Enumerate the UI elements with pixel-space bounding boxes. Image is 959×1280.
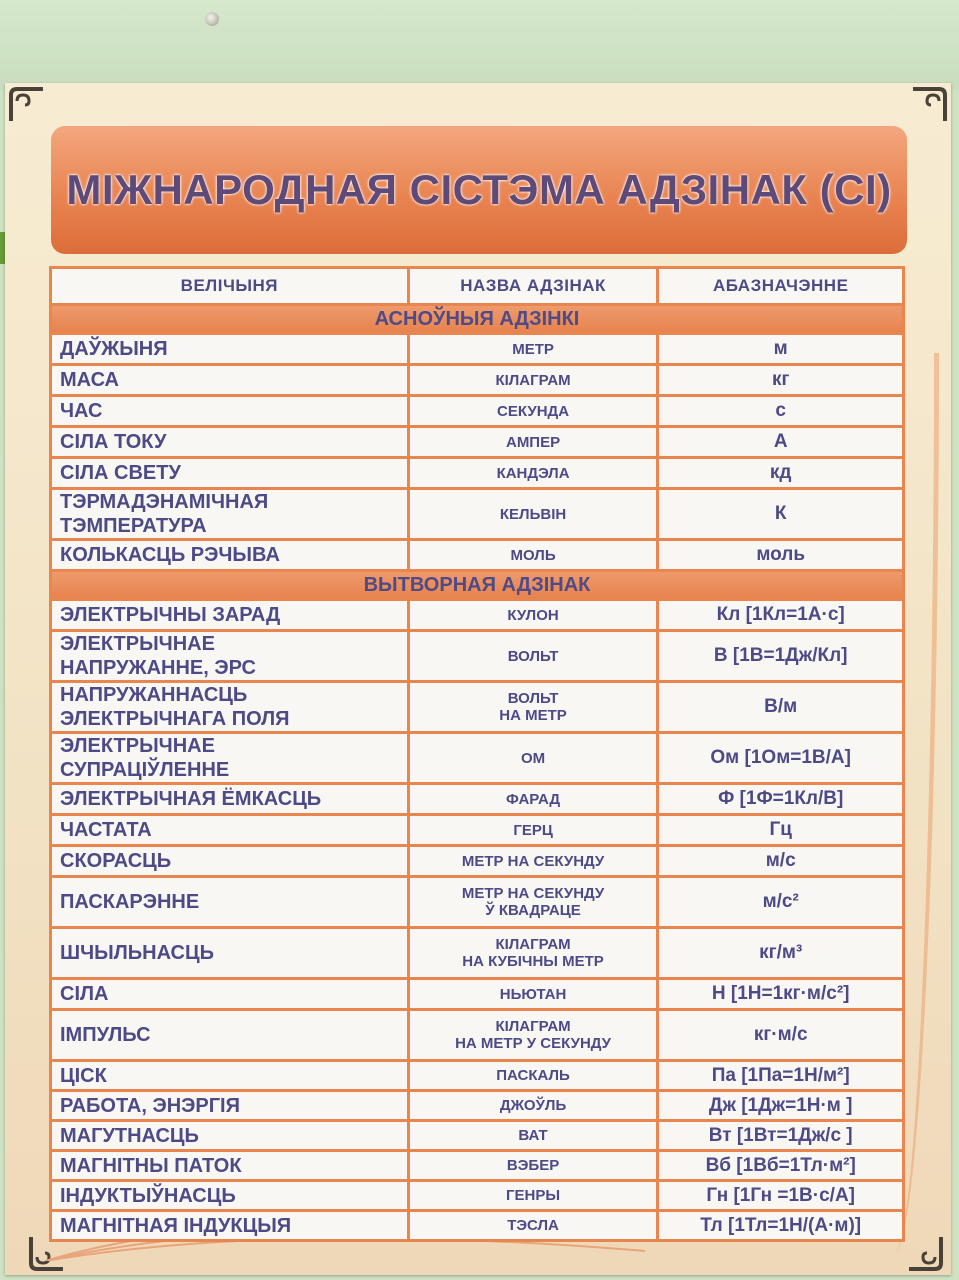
table-row [52, 980, 902, 1008]
symbol-cell: К [659, 490, 902, 538]
table-row [52, 785, 902, 813]
table-row [52, 683, 902, 731]
quantity-cell: ПАСКАРЭННЕ [52, 878, 407, 926]
unit-cell: МЕТР НА СЕКУНДУ [410, 847, 657, 875]
symbol-cell: кг [659, 366, 902, 394]
table-row [52, 1062, 902, 1089]
table-row [52, 459, 902, 487]
quantity-cell: НАПРУЖАННАСЦЬ ЭЛЕКТРЫЧНАГА ПОЛЯ [52, 683, 407, 731]
table-row [52, 878, 902, 926]
quantity-cell: ІМПУЛЬС [52, 1011, 407, 1059]
quantity-cell: МАГНІТНАЯ ІНДУКЦЫЯ [52, 1212, 407, 1239]
symbol-cell: кг/м³ [659, 929, 902, 977]
table-row [52, 632, 902, 680]
column-header-quantity: ВЕЛІЧЫНЯ [52, 269, 407, 303]
si-units-table [49, 266, 905, 1242]
table-row [52, 335, 902, 363]
symbol-cell: Кл [1Кл=1А·с] [659, 601, 902, 629]
unit-cell: МОЛЬ [410, 541, 657, 569]
quantity-cell: СІЛА ТОКУ [52, 428, 407, 456]
unit-cell: ВЭБЕР [410, 1152, 657, 1179]
unit-cell: ГЕНРЫ [410, 1182, 657, 1209]
corner-ornament-icon [905, 1233, 945, 1273]
table-row [52, 1122, 902, 1149]
quantity-cell: ЧАС [52, 397, 407, 425]
symbol-cell: Вт [1Вт=1Дж/с ] [659, 1122, 902, 1149]
unit-cell: КУЛОН [410, 601, 657, 629]
wall-screw [205, 12, 219, 26]
symbol-cell: м [659, 335, 902, 363]
table-row [52, 366, 902, 394]
quantity-cell: ЦІСК [52, 1062, 407, 1089]
quantity-cell: ІНДУКТЫЎНАСЦЬ [52, 1182, 407, 1209]
table-row [52, 490, 902, 538]
unit-cell: ОМ [410, 734, 657, 782]
unit-cell: ТЭСЛА [410, 1212, 657, 1239]
si-units-poster [5, 83, 951, 1275]
quantity-cell: СІЛА СВЕТУ [52, 459, 407, 487]
unit-cell: НЬЮТАН [410, 980, 657, 1008]
symbol-cell: кд [659, 459, 902, 487]
quantity-cell: СКОРАСЦЬ [52, 847, 407, 875]
section-header-derived-units [52, 572, 902, 598]
symbol-cell: Гц [659, 816, 902, 844]
symbol-cell: кг·м/с [659, 1011, 902, 1059]
table-row [52, 397, 902, 425]
unit-cell: КІЛАГРАМ НА КУБІЧНЫ МЕТР [410, 929, 657, 977]
unit-cell: КІЛАГРАМ [410, 366, 657, 394]
table-row [52, 1011, 902, 1059]
poster-title: МІЖНАРОДНАЯ СІСТЭМА АДЗІНАК (СІ) [66, 166, 892, 213]
corner-ornament-icon [7, 85, 47, 125]
quantity-cell: ТЭРМАДЭНАМІЧНАЯ ТЭМПЕРАТУРА [52, 490, 407, 538]
symbol-cell: В [1В=1Дж/Кл] [659, 632, 902, 680]
table-header-row [52, 269, 902, 303]
unit-cell: КЕЛЬВІН [410, 490, 657, 538]
column-header-symbol: АБАЗНАЧЭННЕ [659, 269, 902, 303]
table-row [52, 428, 902, 456]
table-row [52, 1152, 902, 1179]
table-row [52, 847, 902, 875]
corner-ornament-icon [909, 85, 949, 125]
quantity-cell: КОЛЬКАСЦЬ РЭЧЫВА [52, 541, 407, 569]
quantity-cell: СІЛА [52, 980, 407, 1008]
symbol-cell: м/с [659, 847, 902, 875]
symbol-cell: с [659, 397, 902, 425]
symbol-cell: Ом [1Ом=1В/А] [659, 734, 902, 782]
unit-cell: СЕКУНДА [410, 397, 657, 425]
symbol-cell: м/с² [659, 878, 902, 926]
wall [0, 0, 959, 90]
quantity-cell: ДАЎЖЫНЯ [52, 335, 407, 363]
quantity-cell: ШЧЫЛЬНАСЦЬ [52, 929, 407, 977]
quantity-cell: ЭЛЕКТРЫЧНАЕ СУПРАЦІЎЛЕННЕ [52, 734, 407, 782]
section-header-base-units [52, 306, 902, 332]
unit-cell: АМПЕР [410, 428, 657, 456]
unit-cell: ФАРАД [410, 785, 657, 813]
quantity-cell: ЭЛЕКТРЫЧНЫ ЗАРАД [52, 601, 407, 629]
unit-cell: МЕТР НА СЕКУНДУ Ў КВАДРАЦЕ [410, 878, 657, 926]
symbol-cell: моль [659, 541, 902, 569]
section-title: АСНОЎНЫЯ АДЗІНКІ [52, 306, 902, 332]
table-row [52, 601, 902, 629]
symbol-cell: В/м [659, 683, 902, 731]
unit-cell: КІЛАГРАМ НА МЕТР У СЕКУНДУ [410, 1011, 657, 1059]
symbol-cell: Дж [1Дж=1Н·м ] [659, 1092, 902, 1119]
quantity-cell: МАСА [52, 366, 407, 394]
table-row [52, 816, 902, 844]
symbol-cell: Тл [1Тл=1Н/(А·м)] [659, 1212, 902, 1239]
quantity-cell: ЭЛЕКТРЫЧНАЕ НАПРУЖАННЕ, ЭРС [52, 632, 407, 680]
table-row [52, 541, 902, 569]
symbol-cell: А [659, 428, 902, 456]
symbol-cell: Вб [1Вб=1Тл·м²] [659, 1152, 902, 1179]
table-row [52, 1182, 902, 1209]
unit-cell: ГЕРЦ [410, 816, 657, 844]
quantity-cell: РАБОТА, ЭНЭРГІЯ [52, 1092, 407, 1119]
symbol-cell: Ф [1Ф=1Кл/В] [659, 785, 902, 813]
quantity-cell: ЧАСТАТА [52, 816, 407, 844]
title-banner [51, 126, 907, 254]
symbol-cell: Гн [1Гн =1В·с/А] [659, 1182, 902, 1209]
table-row [52, 1092, 902, 1119]
column-header-unit-name: НАЗВА АДЗІНАК [410, 269, 657, 303]
unit-cell: ДЖОЎЛЬ [410, 1092, 657, 1119]
unit-cell: ВОЛЬТ [410, 632, 657, 680]
unit-cell: ВОЛЬТ НА МЕТР [410, 683, 657, 731]
unit-cell: КАНДЭЛА [410, 459, 657, 487]
table-row [52, 929, 902, 977]
table-row [52, 734, 902, 782]
quantity-cell: МАГНІТНЫ ПАТОК [52, 1152, 407, 1179]
table-row [52, 1212, 902, 1239]
symbol-cell: Н [1Н=1кг·м/с²] [659, 980, 902, 1008]
quantity-cell: ЭЛЕКТРЫЧНАЯ ЁМКАСЦЬ [52, 785, 407, 813]
symbol-cell: Па [1Па=1Н/м²] [659, 1062, 902, 1089]
unit-cell: МЕТР [410, 335, 657, 363]
section-title: ВЫТВОРНАЯ АДЗІНАК [52, 572, 902, 598]
unit-cell: ПАСКАЛЬ [410, 1062, 657, 1089]
unit-cell: ВАТ [410, 1122, 657, 1149]
quantity-cell: МАГУТНАСЦЬ [52, 1122, 407, 1149]
